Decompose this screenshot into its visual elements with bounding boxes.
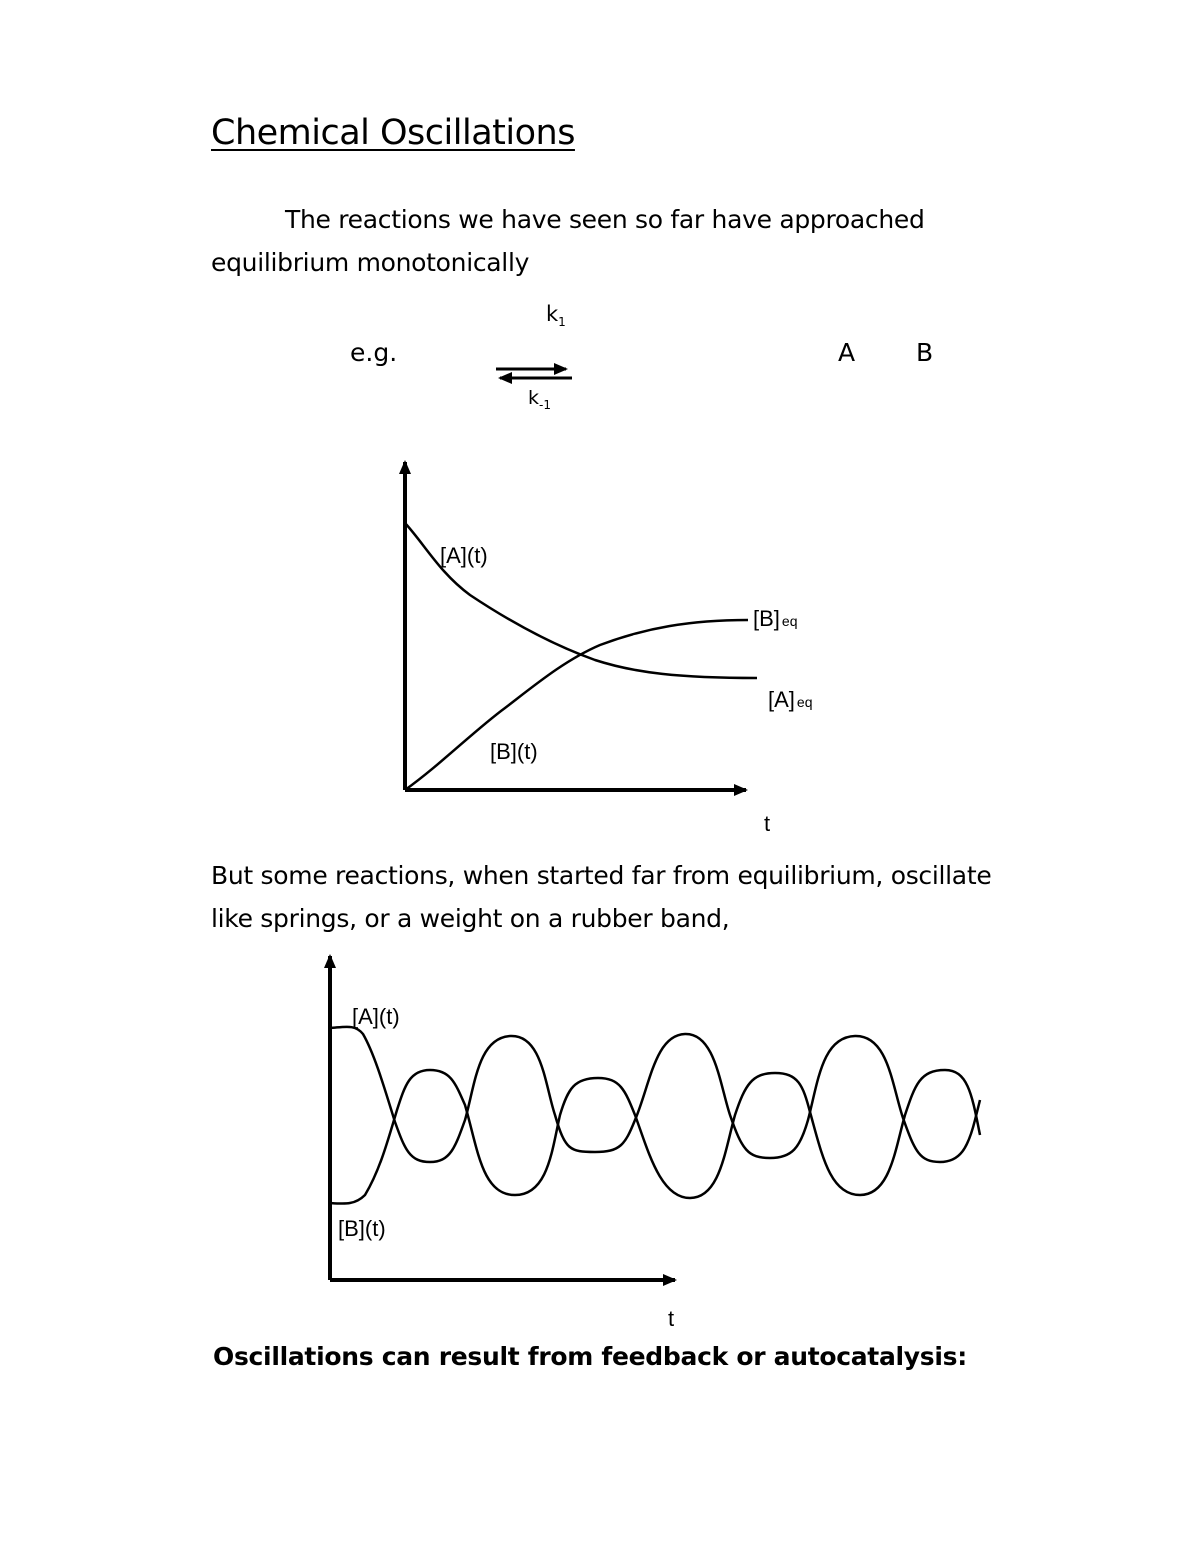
graph2-label-A: [A](t) — [352, 1004, 400, 1029]
graph1-x-label: t — [764, 811, 771, 836]
graph2-x-label: t — [668, 1306, 675, 1331]
graph1-curve-B — [405, 620, 748, 790]
intro-line-2: equilibrium monotonically — [211, 248, 530, 277]
intro-line-1: The reactions we have seen so far have approached — [285, 205, 925, 234]
graph1-label-B: [B](t) — [490, 739, 538, 764]
graph2-label-B: [B](t) — [338, 1216, 386, 1241]
graph2-curve-A — [330, 1027, 980, 1162]
rate-subscript-k1: 1 — [558, 315, 566, 330]
relaxation-graph — [405, 462, 812, 836]
graph2-curve-B — [330, 1070, 980, 1204]
page-title: Chemical Oscillations — [211, 113, 575, 153]
reactant-species: A — [838, 338, 856, 367]
product-species: B — [916, 338, 934, 367]
graph1-label-A-eq-sub: eq — [796, 694, 813, 710]
oscillation-line-2: like springs, or a weight on a rubber band, — [211, 904, 730, 933]
graph1-label-A-eq — [768, 687, 812, 712]
rate-symbol-k1: k — [546, 302, 559, 326]
graph1-label-B-eq-sub: eq — [781, 613, 798, 629]
graph1-label-B-eq — [753, 606, 797, 631]
example-prefix: e.g. — [350, 338, 398, 367]
oscillation-line-1: But some reactions, when started far from equilibrium, oscillate — [211, 861, 992, 890]
graph1-label-A-eq-main: [A] — [768, 687, 795, 712]
rate-symbol-km1: k — [528, 387, 540, 409]
rate-subscript-km1: -1 — [539, 397, 551, 412]
closing-statement: Oscillations can result from feedback or autocatalysis: — [213, 1342, 967, 1371]
graph1-label-B-eq-main: [B] — [753, 606, 780, 631]
equilibrium-arrows-icon — [496, 369, 572, 378]
graph1-label-A: [A](t) — [440, 543, 488, 568]
oscillation-graph — [330, 956, 980, 1331]
